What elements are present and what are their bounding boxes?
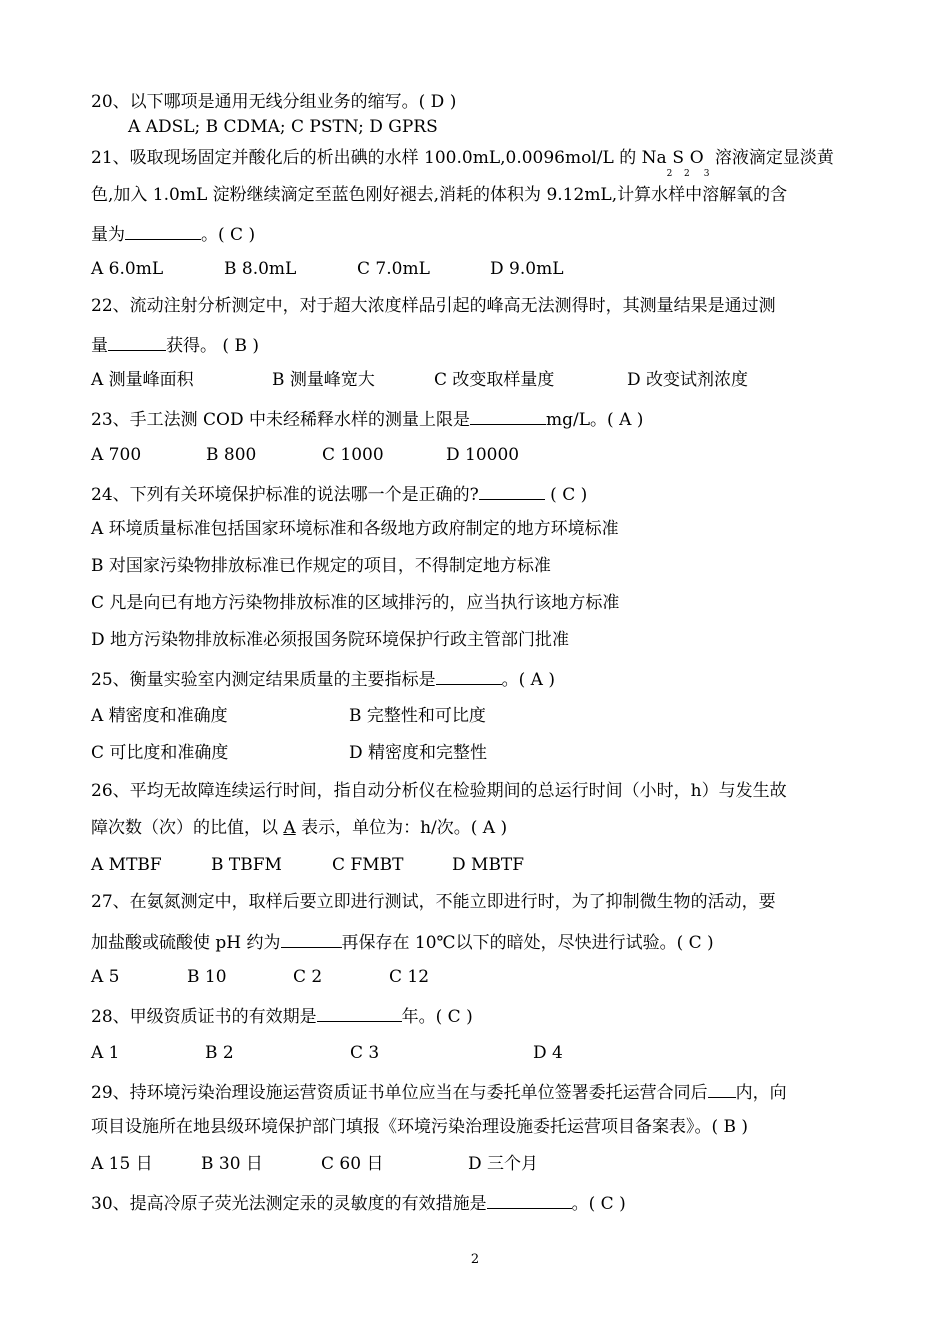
option: B TBFM <box>211 855 282 875</box>
q25-line: 25、衡量实验室内测定结果质量的主要指标是 。( A ) <box>91 666 555 691</box>
option: A 15 日 <box>91 1154 153 1174</box>
option: A 精密度和准确度 <box>91 706 228 726</box>
q27-line1: 27、在氨氮测定中，取样后要立即进行测试，不能立即进行时，为了抑制微生物的活动，要 <box>91 892 776 912</box>
q25-options-row2 <box>91 742 487 764</box>
q21-text-b: 溶液滴定显淡黄 <box>709 148 834 168</box>
option: D 9.0mL <box>490 259 564 279</box>
q22-line1: 22、流动注射分析测定中，对于超大浓度样品引起的峰高无法测得时，其测量结果是通过测 <box>91 296 776 316</box>
q24-option-b: B 对国家污染物排放标准已作规定的项目，不得制定地方标准 <box>91 556 551 576</box>
answer-blank <box>479 481 545 500</box>
q28-line: 28、甲级资质证书的有效期是 年。( C ) <box>91 1003 473 1028</box>
q26-line1: 26、平均无故障连续运行时间，指自动分析仪在检验期间的总运行时间（小时，h）与发生故 <box>91 781 787 801</box>
answer-blank <box>436 666 502 685</box>
q23-line: 23、手工法测 COD 中未经稀释水样的测量上限是 mg/L。( A ) <box>91 406 643 431</box>
option: B 800 <box>206 445 257 465</box>
q26-options <box>91 854 524 876</box>
q29-line2: 项目设施所在地县级环境保护部门填报《环境污染治理设施委托运营项目备案表》。( B ) <box>91 1117 749 1137</box>
option: D 精密度和完整性 <box>349 743 488 763</box>
answer-blank <box>108 332 166 351</box>
q21-line3: 量为 。( C ) <box>91 221 255 246</box>
option: B 测量峰宽大 <box>272 370 375 390</box>
option: C 2 <box>293 967 323 987</box>
option: C 60 日 <box>321 1154 384 1174</box>
answer-blank <box>125 221 201 240</box>
option: C 可比度和准确度 <box>91 743 229 763</box>
q20-stem: 20、以下哪项是通用无线分组业务的缩写。( D ) <box>91 92 457 112</box>
q21-text-a: 21、吸取现场固定并酸化后的析出碘的水样 100.0mL,0.0096mol/L 的 <box>91 148 642 168</box>
option: A 5 <box>91 967 120 987</box>
option: C 12 <box>389 967 430 987</box>
q30-line: 30、提高冷原子荧光法测定汞的灵敏度的有效措施是 。( C ) <box>91 1190 626 1215</box>
q26-line2: 障次数（次）的比值，以 A 表示，单位为：h/次。( A ) <box>91 818 508 838</box>
q22-line2: 量 获得。 ( B ) <box>91 332 259 357</box>
q21-options <box>91 258 563 280</box>
option: A 测量峰面积 <box>91 370 194 390</box>
option: A 1 <box>91 1043 120 1063</box>
option: A MTBF <box>91 855 162 875</box>
option: B 2 <box>205 1043 234 1063</box>
option: B 8.0mL <box>224 259 297 279</box>
q22-options <box>91 369 748 391</box>
q23-options <box>91 444 519 466</box>
answer-blank <box>317 1003 402 1022</box>
option: C 改变取样量度 <box>434 370 555 390</box>
answer-blank <box>470 406 546 425</box>
option: D 改变试剂浓度 <box>627 370 749 390</box>
q20-options: A ADSL; B CDMA; C PSTN; D GPRS <box>128 117 438 137</box>
q27-options <box>91 966 429 988</box>
option: A 700 <box>91 445 142 465</box>
option: D 4 <box>533 1043 563 1063</box>
option: C FMBT <box>332 855 404 875</box>
option: C 7.0mL <box>357 259 430 279</box>
q26-underlined-answer: A <box>283 818 296 838</box>
q29-options <box>91 1153 538 1175</box>
option: C 1000 <box>322 445 384 465</box>
q24-line: 24、下列有关环境保护标准的说法哪一个是正确的? ( C ) <box>91 481 587 506</box>
q21-line2: 色,加入 1.0mL 淀粉继续滴定至蓝色刚好褪去,消耗的体积为 9.12mL,计算水样中溶解氧的含 <box>91 185 788 205</box>
q21-formula: $Na_2S_2O_3$ <box>641 148 710 179</box>
answer-blank <box>281 929 342 948</box>
q24-option-a: A 环境质量标准包括国家环境标准和各级地方政府制定的地方环境标准 <box>91 519 619 539</box>
option: B 10 <box>187 967 227 987</box>
option: C 3 <box>350 1043 380 1063</box>
page-number: 2 <box>470 1252 480 1267</box>
q29-line1: 29、持环境污染治理设施运营资质证书单位应当在与委托单位签署委托运营合同后 内，向 <box>91 1079 787 1104</box>
q28-options <box>91 1042 563 1064</box>
option: D 10000 <box>446 445 520 465</box>
option: D MBTF <box>452 855 525 875</box>
q27-line2: 加盐酸或硫酸使 pH 约为 再保存在 10℃以下的暗处，尽快进行试验。( C ) <box>91 929 714 954</box>
answer-blank <box>708 1079 736 1098</box>
q21-line1 <box>91 147 834 179</box>
option: B 完整性和可比度 <box>349 706 486 726</box>
option: D 三个月 <box>468 1154 539 1174</box>
q25-options-row1 <box>91 705 486 727</box>
answer-blank <box>487 1190 572 1209</box>
q24-option-d: D 地方污染物排放标准必须报国务院环境保护行政主管部门批准 <box>91 630 570 650</box>
q24-option-c: C 凡是向已有地方污染物排放标准的区域排污的，应当执行该地方标准 <box>91 593 620 613</box>
option: A 6.0mL <box>91 259 164 279</box>
option: B 30 日 <box>201 1154 263 1174</box>
